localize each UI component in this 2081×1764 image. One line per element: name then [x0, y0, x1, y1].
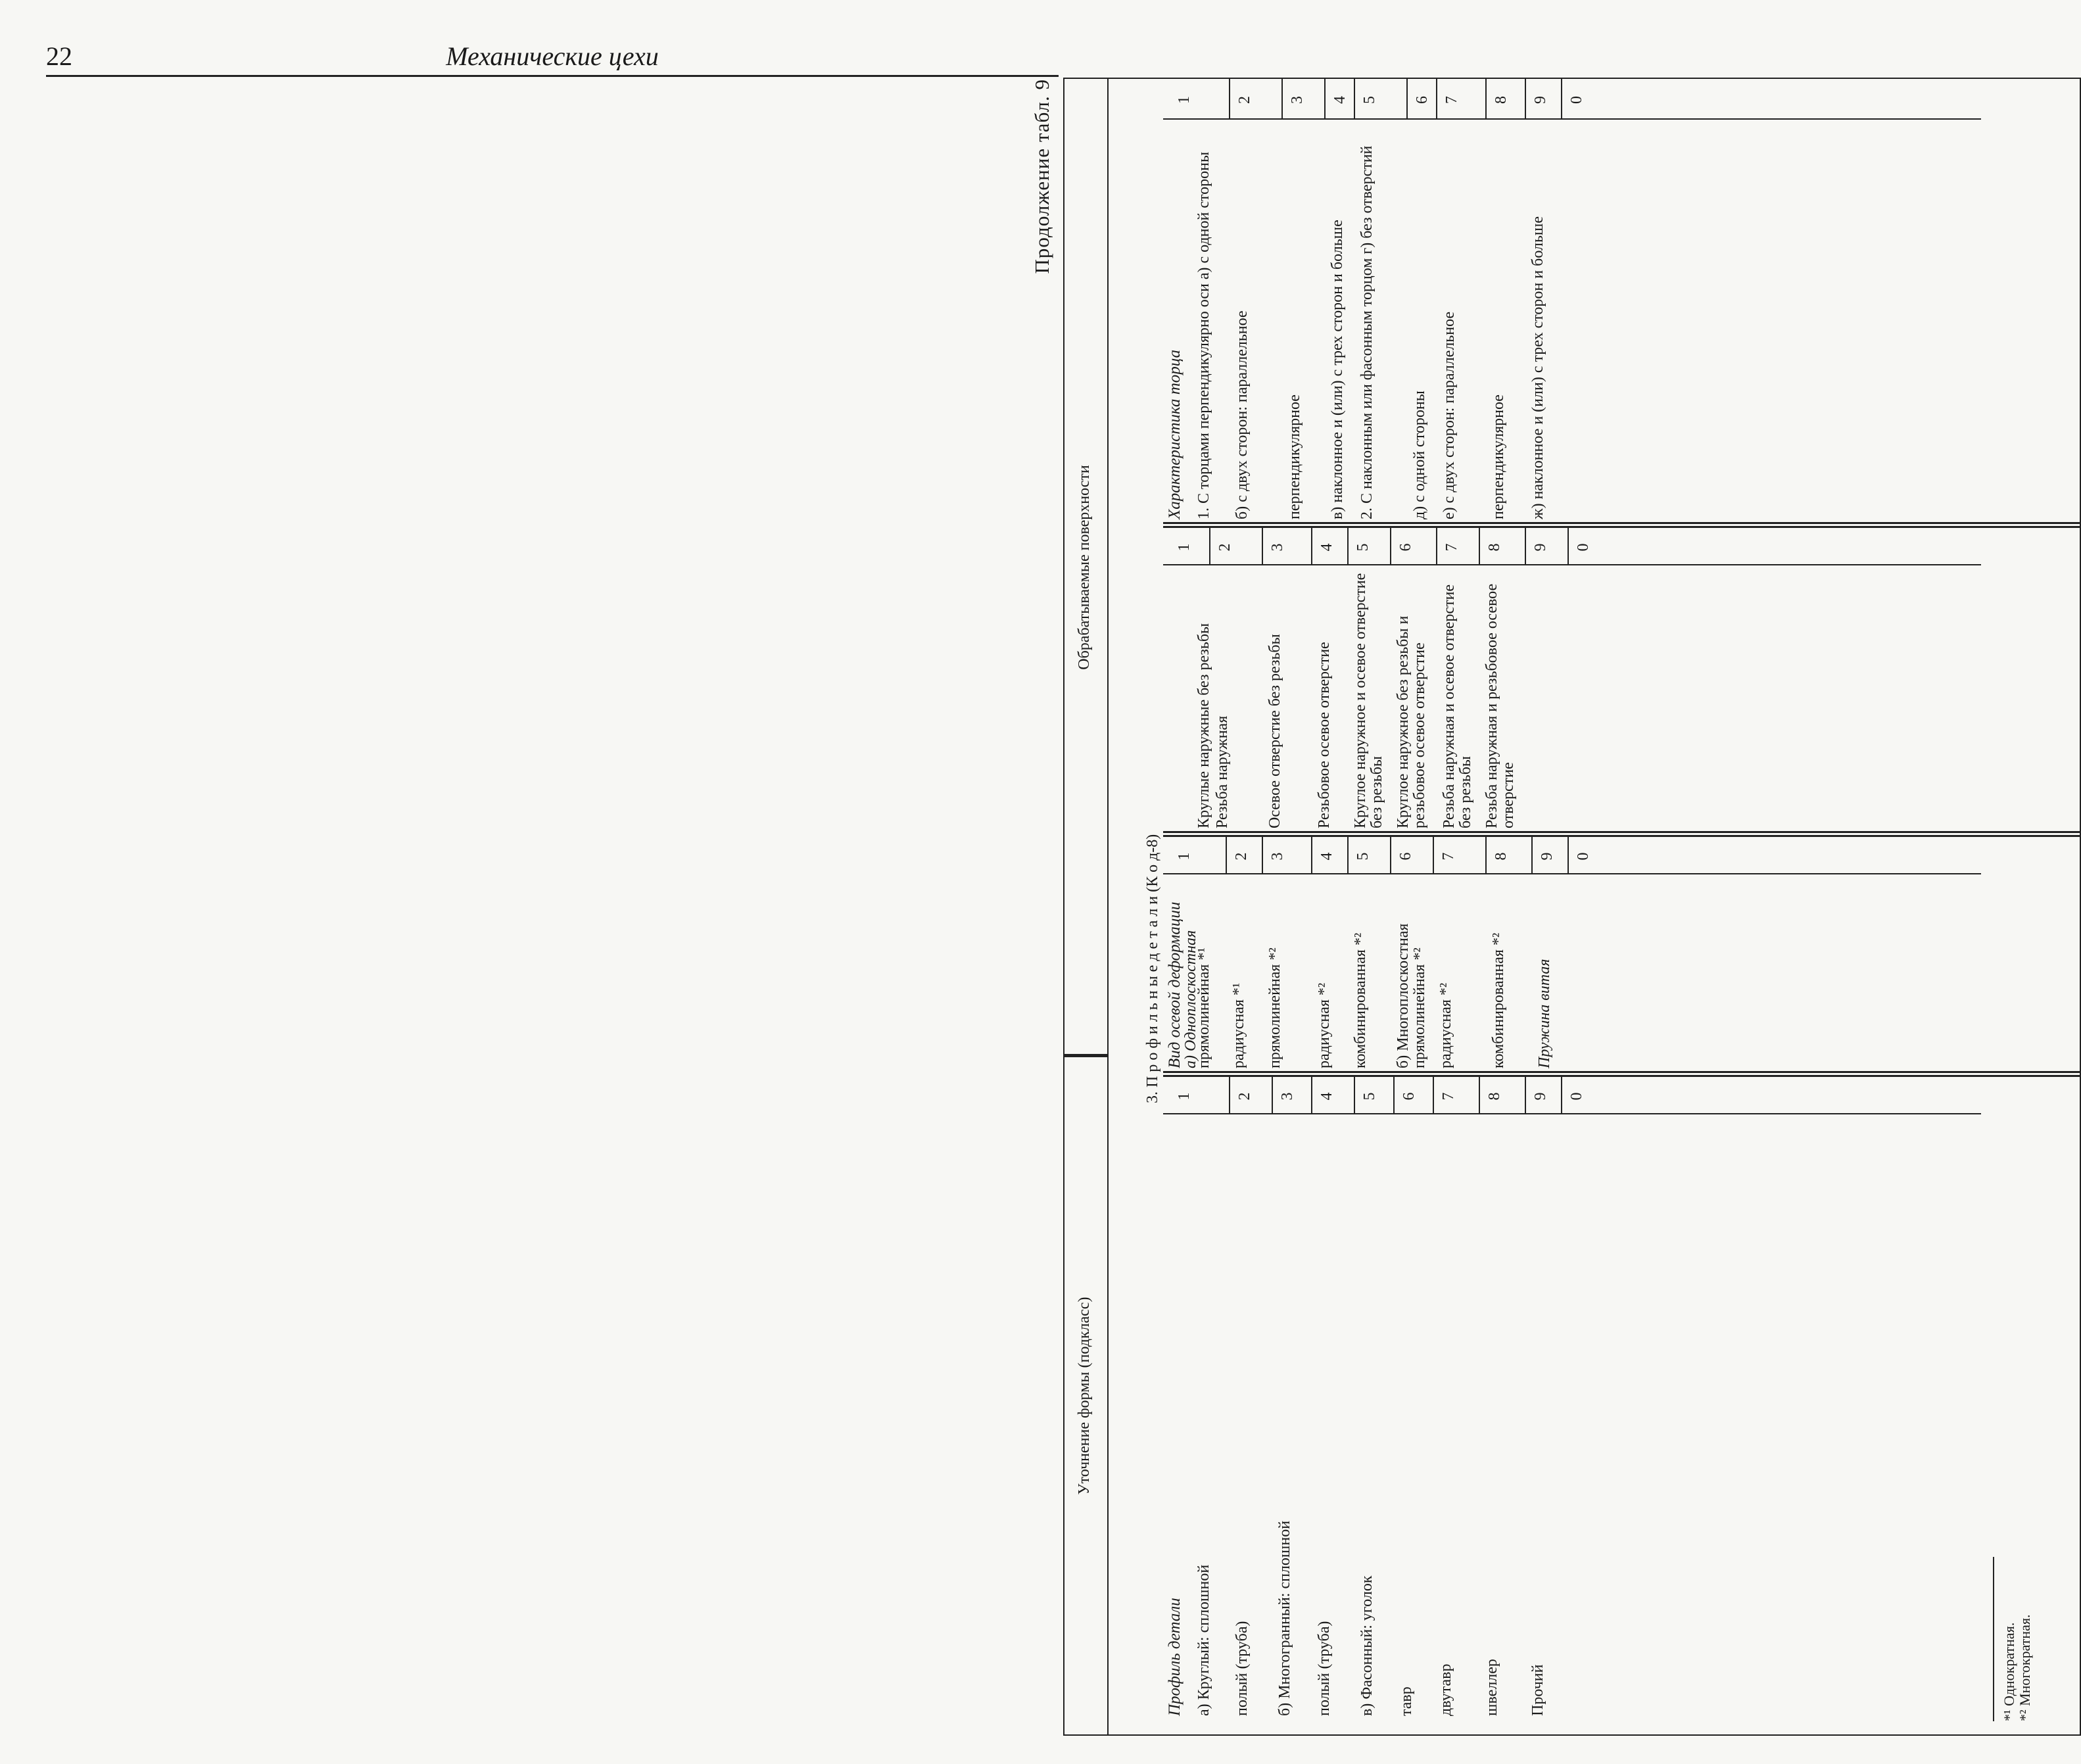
surfaces-row-code: 7	[1443, 543, 1460, 552]
profile-row-rule	[1525, 1077, 1526, 1114]
ends-row-code: 9	[1532, 96, 1549, 104]
surfaces-row-rule	[1390, 528, 1391, 565]
ends-row-rule	[1281, 79, 1283, 120]
ends-row-label: 2. С наклонным или фасонным торцом г) без отверстий	[1358, 145, 1375, 519]
surfaces-row-code: 8	[1486, 543, 1503, 552]
classification-table	[1063, 78, 2081, 1736]
profile-row-rule	[1393, 1077, 1395, 1114]
ends-row-label: 1. С торцами перпендикулярно оси а) с одной стороны	[1195, 151, 1212, 519]
deformation-row-rule	[1485, 837, 1487, 874]
surfaces-row-label: Круглое наружное и осевое отверстие без резьбы	[1352, 573, 1385, 828]
header-band-rule	[1107, 79, 1109, 1734]
profile-row-rule	[1561, 1077, 1562, 1114]
surfaces-row-label: Резьбовое осевое отверстие	[1316, 642, 1333, 828]
profile-row-label: в) Фасонный: уголок	[1358, 1575, 1375, 1716]
deformation-row-rule	[1262, 837, 1263, 874]
profile-row-label: двутавр	[1437, 1663, 1454, 1716]
profile-row-label: полый (труба)	[1233, 1621, 1251, 1716]
surfaces-row-code: 5	[1354, 543, 1372, 552]
ends-row-code: 6	[1414, 96, 1431, 104]
surfaces-row-label: Круглые наружные без резьбы	[1195, 623, 1212, 828]
profile-row-code: 5	[1361, 1092, 1378, 1101]
ends-row-rule	[1354, 79, 1355, 120]
footnote-rule	[1993, 1557, 1994, 1721]
surfaces-row-rule	[1567, 528, 1569, 565]
ends-row-label: в) наклонное и (или) с трех сторон и больше	[1329, 220, 1346, 519]
col-sep-profile	[1163, 1075, 2080, 1077]
ends-row-label: б) с двух сторон: параллельное	[1233, 310, 1251, 519]
ends-row-rule	[1229, 79, 1230, 120]
surfaces-row-rule	[1209, 528, 1210, 565]
deformation-row-label: радиусная *²	[1316, 982, 1333, 1068]
deformation-row-code: 5	[1354, 852, 1372, 861]
ends-row-rule	[1406, 79, 1408, 120]
table-continuation: Продолжение табл. 9	[1030, 79, 1053, 274]
ends-row-code: 3	[1289, 96, 1306, 104]
deformation-row-rule	[1226, 837, 1227, 874]
profile-row-code: 2	[1236, 1092, 1253, 1101]
deformation-row-label: Пружина витая	[1536, 959, 1553, 1068]
col-sep-profile-2	[1163, 1071, 2080, 1073]
surfaces-row-code: 9	[1532, 543, 1549, 552]
surfaces-row-rule	[1436, 528, 1437, 565]
ends-row-rule	[1436, 79, 1437, 120]
ends-row-code: 1	[1176, 96, 1193, 104]
profile-row-rule	[1229, 1077, 1230, 1114]
surfaces-row-label: Резьба наружная	[1214, 715, 1231, 828]
ends-row-rule	[1561, 79, 1562, 120]
ends-row-label: перпендикулярное	[1490, 394, 1507, 519]
column-group-right: Обрабатываемые поверхности	[1076, 465, 1093, 670]
profile-row-rule	[1354, 1077, 1355, 1114]
ends-row-code: 0	[1568, 96, 1585, 104]
ends-row-label: е) с двух сторон: параллельное	[1441, 311, 1458, 519]
deformation-row-rule	[1390, 837, 1391, 874]
deformation-row-rule	[1531, 837, 1533, 874]
ends-row-rule	[1525, 79, 1526, 120]
rotated-table-block	[1030, 79, 2080, 1736]
surfaces-row-code: 2	[1216, 543, 1233, 552]
deformation-row-code: 6	[1397, 852, 1414, 861]
ends-row-label: ж) наклонное и (или) с трех сторон и больше	[1529, 216, 1546, 519]
ends-row-rule	[1485, 79, 1487, 120]
deformation-row-code: 4	[1318, 852, 1335, 861]
profile-row-label: Прочий	[1529, 1664, 1546, 1716]
surfaces-row-label: Круглое наружное без резьбы и резьбовое осевое отверстие	[1395, 615, 1428, 828]
surfaces-row-label: Резьба наружная и осевое отверстие без резьбы	[1441, 584, 1474, 828]
ends-row-code: 2	[1236, 96, 1253, 104]
deformation-row-rule	[1567, 837, 1569, 874]
surfaces-row-label: Резьба наружная и резьбовое осевое отверстие	[1483, 583, 1517, 828]
deformation-row-rule	[1347, 837, 1349, 874]
deformation-row-code: 3	[1269, 852, 1286, 861]
deformation-row-code: 2	[1233, 852, 1250, 861]
profile-row-code: 7	[1440, 1092, 1457, 1101]
surfaces-row-code: 6	[1397, 543, 1414, 552]
col-sep-deformation	[1163, 835, 2080, 837]
profile-row-code: 9	[1532, 1092, 1549, 1101]
profile-row-rule	[1479, 1077, 1480, 1114]
ends-heading: Характеристика торца	[1166, 349, 1184, 519]
profile-row-rule	[1311, 1077, 1312, 1114]
deformation-row-code: 9	[1539, 852, 1556, 861]
surfaces-row-code: 4	[1318, 543, 1335, 552]
deformation-row-label: прямолинейная *²	[1266, 947, 1283, 1068]
profile-row-label: тавр	[1398, 1686, 1415, 1716]
profile-row-label: б) Многогранный: сплошной	[1276, 1520, 1293, 1716]
surfaces-row-rule	[1262, 528, 1263, 565]
surfaces-row-rule	[1311, 528, 1312, 565]
deformation-subheading-a: а) Однoплоскостная	[1182, 930, 1199, 1068]
surfaces-row-rule	[1479, 528, 1480, 565]
profile-row-label: полый (труба)	[1316, 1621, 1333, 1716]
surfaces-row-code: 3	[1269, 543, 1286, 552]
deformation-row-rule	[1433, 837, 1434, 874]
deformation-row-code: 0	[1575, 852, 1592, 861]
deformation-row-label: радиусная *¹	[1230, 982, 1247, 1068]
profile-row-code: 1	[1176, 1092, 1193, 1101]
col-sep-surfaces-2	[1163, 522, 2080, 524]
deformation-row-label: радиусная *²	[1437, 982, 1454, 1068]
deformation-row-label: б) Многоплоскостная прямолинейная *²	[1395, 923, 1428, 1068]
footnote: *¹ Однократная.	[2001, 1622, 2017, 1721]
header-rule	[46, 75, 1059, 77]
profile-row-rule	[1272, 1077, 1273, 1114]
profile-row-rule	[1433, 1077, 1434, 1114]
footnotes	[2001, 1614, 2033, 1721]
profile-row-label: а) Круглый: сплошной	[1195, 1564, 1212, 1716]
ends-row-label: д) с одной стороны	[1411, 391, 1428, 519]
ends-row-code: 4	[1331, 96, 1349, 104]
profile-heading: Профиль детали	[1166, 1598, 1184, 1716]
ends-row-rule	[1324, 79, 1326, 120]
deformation-row-label: комбинированная *²	[1490, 932, 1507, 1068]
footnote: *² Многократная.	[2017, 1614, 2033, 1721]
ends-row-code: 7	[1443, 96, 1460, 104]
profile-row-label: швеллер	[1483, 1659, 1500, 1716]
deformation-row-code: 7	[1440, 852, 1457, 861]
surfaces-row-rule	[1525, 528, 1526, 565]
deformation-row-code: 1	[1176, 852, 1193, 861]
col-sep-deformation-2	[1163, 831, 2080, 833]
surfaces-row-code: 1	[1176, 543, 1193, 552]
profile-row-code: 8	[1486, 1092, 1503, 1101]
profile-row-code: 6	[1400, 1092, 1418, 1101]
surfaces-row-code: 0	[1575, 543, 1592, 552]
profile-row-code: 3	[1279, 1092, 1296, 1101]
ends-row-label: перпендикулярное	[1286, 394, 1303, 519]
profile-row-code: 4	[1318, 1092, 1335, 1101]
surfaces-row-label: Осевое отверстие без резьбы	[1266, 634, 1283, 828]
deformation-heading: Вид осевой деформации	[1166, 901, 1184, 1068]
surfaces-row-rule	[1347, 528, 1349, 565]
page-header	[46, 38, 1059, 79]
running-title: Механические цехи	[446, 41, 659, 71]
deformation-row-rule	[1311, 837, 1312, 874]
ends-row-code: 8	[1493, 96, 1510, 104]
ends-row-code: 5	[1361, 96, 1378, 104]
deformation-row-label: комбинированная *²	[1352, 932, 1369, 1068]
column-group-left: Уточнение формы (подкласс)	[1076, 1297, 1093, 1495]
section-title: 3. П р о ф и л ь н ы е д е т а л и (К о д-8)	[1144, 834, 1161, 1103]
deformation-row-label: прямолинейная *¹	[1195, 947, 1212, 1068]
col-sep-surfaces	[1163, 526, 2080, 528]
deformation-row-code: 8	[1493, 852, 1510, 861]
page-number: 22	[46, 41, 72, 71]
profile-row-code: 0	[1568, 1092, 1585, 1101]
